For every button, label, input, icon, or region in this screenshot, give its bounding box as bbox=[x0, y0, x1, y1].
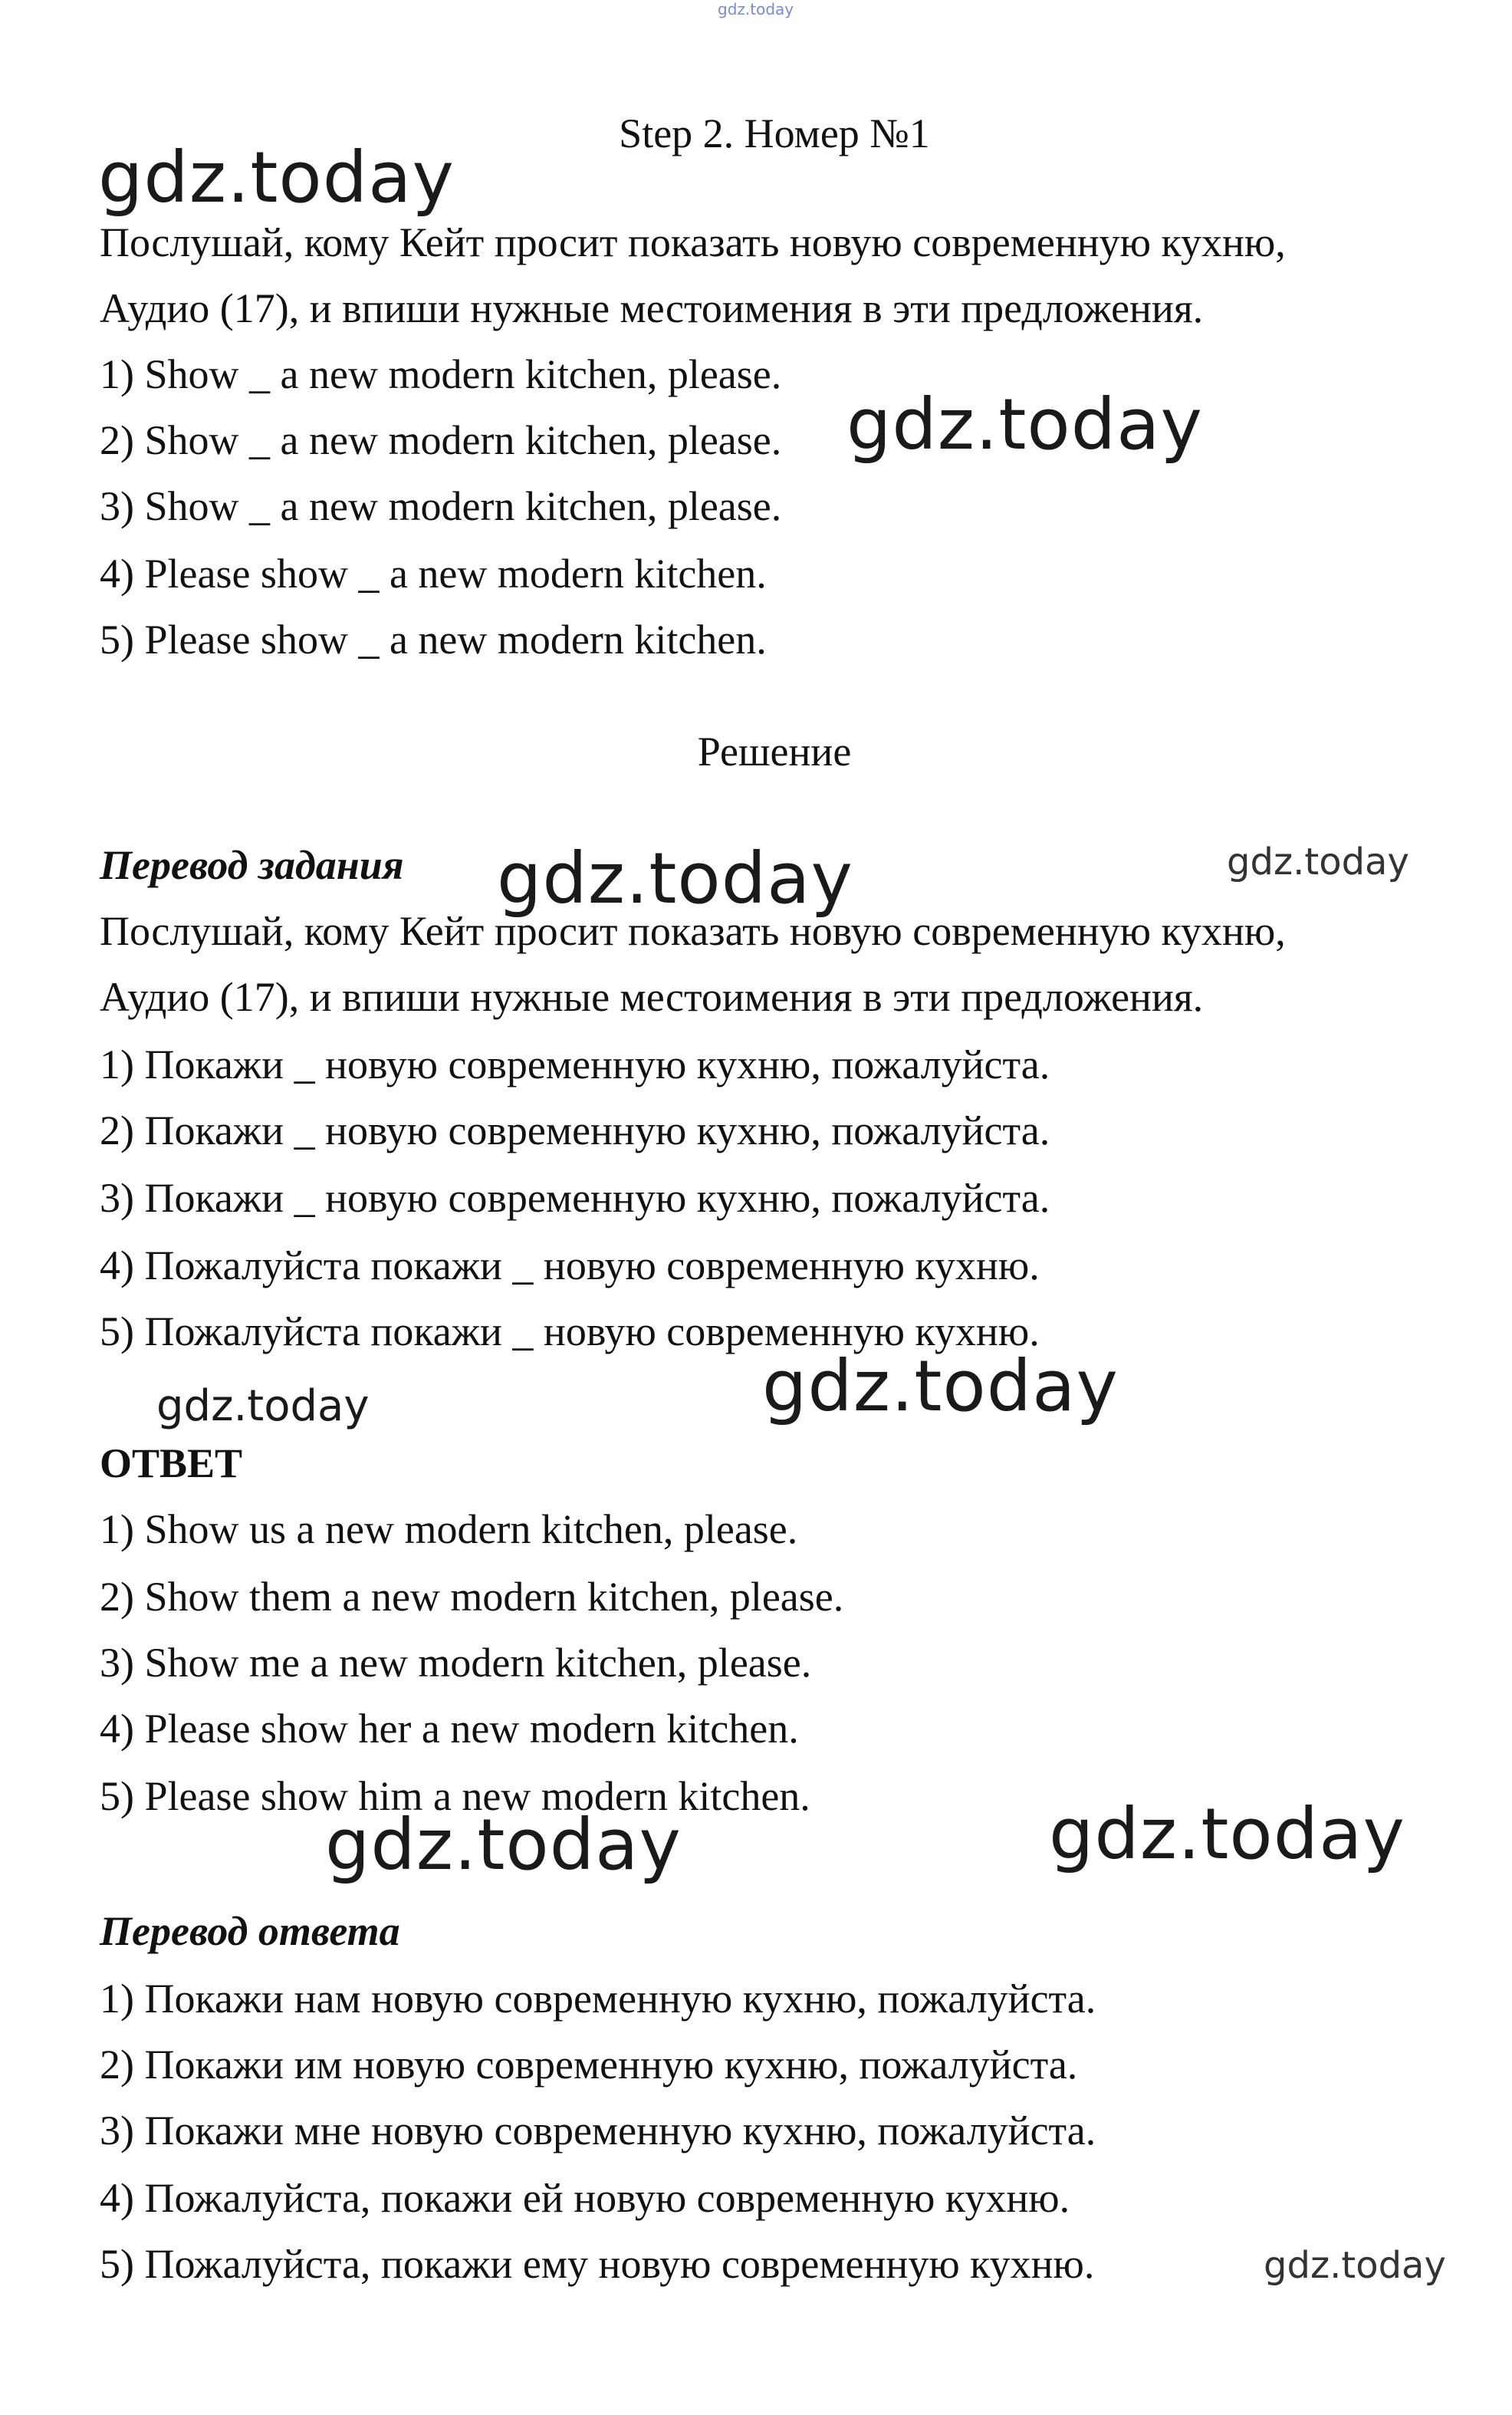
task-item-1: 1) Show _ a new modern kitchen, please. bbox=[100, 351, 782, 397]
answer-translation-item-1: 1) Покажи нам новую современную кухню, пожалуйста. bbox=[100, 1976, 1096, 2022]
watermark-5: gdz.today bbox=[156, 1381, 370, 1431]
task-item-3: 3) Show _ a new modern kitchen, please. bbox=[100, 483, 782, 529]
page-title: Step 2. Номер №1 bbox=[619, 110, 930, 156]
watermark-1: gdz.today bbox=[98, 137, 455, 219]
watermark-7: gdz.today bbox=[325, 1804, 682, 1886]
task-translation-intro-line-2: Аудио (17), и впиши нужные местоимения в эти предложения. bbox=[100, 974, 1204, 1020]
watermark-9: gdz.today bbox=[1264, 2244, 1446, 2287]
task-item-5: 5) Please show _ a new modern kitchen. bbox=[100, 617, 767, 663]
watermark-6: gdz.today bbox=[762, 1345, 1119, 1427]
solution-heading: Решение bbox=[697, 729, 852, 775]
task-translation-heading: Перевод задания bbox=[100, 842, 404, 888]
watermark-top: gdz.today bbox=[718, 0, 794, 18]
answer-item-2: 2) Show them a new modern kitchen, please. bbox=[100, 1574, 844, 1620]
answer-item-1: 1) Show us a new modern kitchen, please. bbox=[100, 1506, 798, 1552]
task-item-2: 2) Show _ a new modern kitchen, please. bbox=[100, 417, 782, 463]
task-intro-line-2: Аудио (17), и впиши нужные местоимения в эти предложения. bbox=[100, 285, 1204, 331]
task-translation-item-3: 3) Покажи _ новую современную кухню, пожалуйста. bbox=[100, 1175, 1050, 1221]
answer-heading: ОТВЕТ bbox=[100, 1440, 243, 1486]
answer-item-3: 3) Show me a new modern kitchen, please. bbox=[100, 1640, 812, 1686]
answer-translation-item-2: 2) Покажи им новую современную кухню, пожалуйста. bbox=[100, 2042, 1078, 2088]
task-translation-item-4: 4) Пожалуйста покажи _ новую современную кухню. bbox=[100, 1242, 1040, 1288]
answer-item-4: 4) Please show her a new modern kitchen. bbox=[100, 1706, 799, 1752]
watermark-2: gdz.today bbox=[846, 383, 1203, 466]
task-translation-item-2: 2) Покажи _ новую современную кухню, пожалуйста. bbox=[100, 1107, 1050, 1153]
answer-item-5: 5) Please show him a new modern kitchen. bbox=[100, 1773, 810, 1819]
watermark-4: gdz.today bbox=[1227, 841, 1409, 883]
task-translation-item-1: 1) Покажи _ новую современную кухню, пожалуйста. bbox=[100, 1041, 1050, 1087]
watermark-3: gdz.today bbox=[497, 837, 853, 920]
answer-translation-heading: Перевод ответа bbox=[100, 1908, 400, 1954]
task-translation-item-5: 5) Пожалуйста покажи _ новую современную кухню. bbox=[100, 1308, 1040, 1354]
task-item-4: 4) Please show _ a new modern kitchen. bbox=[100, 551, 767, 597]
task-translation-intro-line-1: Послушай, кому Кейт просит показать новую современную кухню, bbox=[100, 908, 1286, 954]
answer-translation-item-3: 3) Покажи мне новую современную кухню, пожалуйста. bbox=[100, 2107, 1096, 2153]
answer-translation-item-5: 5) Пожалуйста, покажи ему новую современную кухню. bbox=[100, 2241, 1095, 2287]
watermark-8: gdz.today bbox=[1049, 1793, 1405, 1875]
task-intro-line-1: Послушай, кому Кейт просит показать новую современную кухню, bbox=[100, 219, 1286, 265]
answer-translation-item-4: 4) Пожалуйста, покажи ей новую современную кухню. bbox=[100, 2175, 1070, 2221]
